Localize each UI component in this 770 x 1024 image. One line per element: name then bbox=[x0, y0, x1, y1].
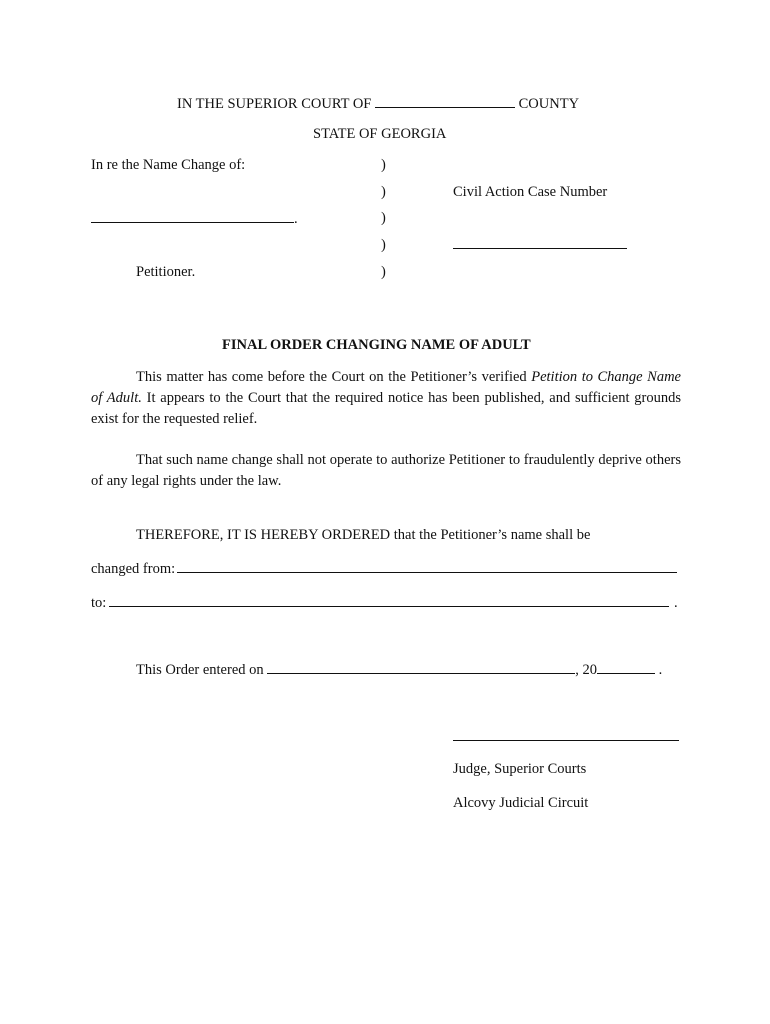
petitioner-label: Petitioner. bbox=[136, 264, 196, 280]
caption-paren: ) bbox=[381, 264, 386, 280]
petitioner-name-line bbox=[91, 209, 298, 228]
state-heading: STATE OF GEORGIA bbox=[313, 126, 447, 142]
to-period: . bbox=[674, 595, 678, 611]
court-heading-suffix: COUNTY bbox=[518, 96, 580, 112]
entered-period: . bbox=[658, 662, 663, 678]
case-number-label: Civil Action Case Number bbox=[453, 184, 608, 200]
entered-on-line bbox=[136, 660, 662, 679]
judge-signature-line[interactable] bbox=[453, 740, 679, 741]
judicial-circuit: Alcovy Judicial Circuit bbox=[453, 795, 589, 811]
petitioner-name-field[interactable] bbox=[91, 209, 294, 223]
year-prefix: , 20 bbox=[575, 662, 598, 678]
changed-from-label: changed from: bbox=[91, 561, 176, 577]
new-name-field[interactable] bbox=[109, 606, 669, 607]
petitioner-name-period: . bbox=[294, 211, 298, 227]
caption-paren: ) bbox=[381, 210, 386, 226]
ordered-clause: THEREFORE, IT IS HEREBY ORDERED that the Petitioner’s name shall be bbox=[136, 527, 591, 543]
paragraph-fraud-text: That such name change shall not operate to authorize Petitioner to fraudulently deprive others of any legal rights under the law. bbox=[91, 452, 681, 489]
entered-on-label: This Order entered on bbox=[136, 662, 264, 678]
court-heading bbox=[177, 94, 579, 113]
paragraph-fraud bbox=[91, 450, 681, 492]
county-field[interactable] bbox=[375, 94, 515, 108]
paragraph-notice-text-a: This matter has come before the Court on the Petitioner’s verified bbox=[136, 369, 527, 385]
caption-paren: ) bbox=[381, 157, 386, 173]
entered-date-field[interactable] bbox=[267, 660, 575, 674]
in-re-label: In re the Name Change of: bbox=[91, 157, 246, 173]
petition-title-italic: Petition to Change Name of Adult. bbox=[91, 369, 681, 406]
to-label: to: bbox=[91, 595, 107, 611]
year-field[interactable] bbox=[597, 660, 655, 674]
judge-title: Judge, Superior Courts bbox=[453, 761, 587, 777]
order-title: FINAL ORDER CHANGING NAME OF ADULT bbox=[222, 337, 531, 353]
caption-paren: ) bbox=[381, 237, 386, 253]
paragraph-notice-text-b: It appears to the Court that the required notice has been published, and sufficient grounds exist for the requested relief. bbox=[91, 390, 681, 427]
court-heading-prefix: IN THE SUPERIOR COURT OF bbox=[177, 96, 372, 112]
old-name-field[interactable] bbox=[177, 572, 677, 573]
caption-paren: ) bbox=[381, 184, 386, 200]
paragraph-notice bbox=[91, 367, 681, 430]
case-number-field[interactable] bbox=[453, 248, 627, 249]
